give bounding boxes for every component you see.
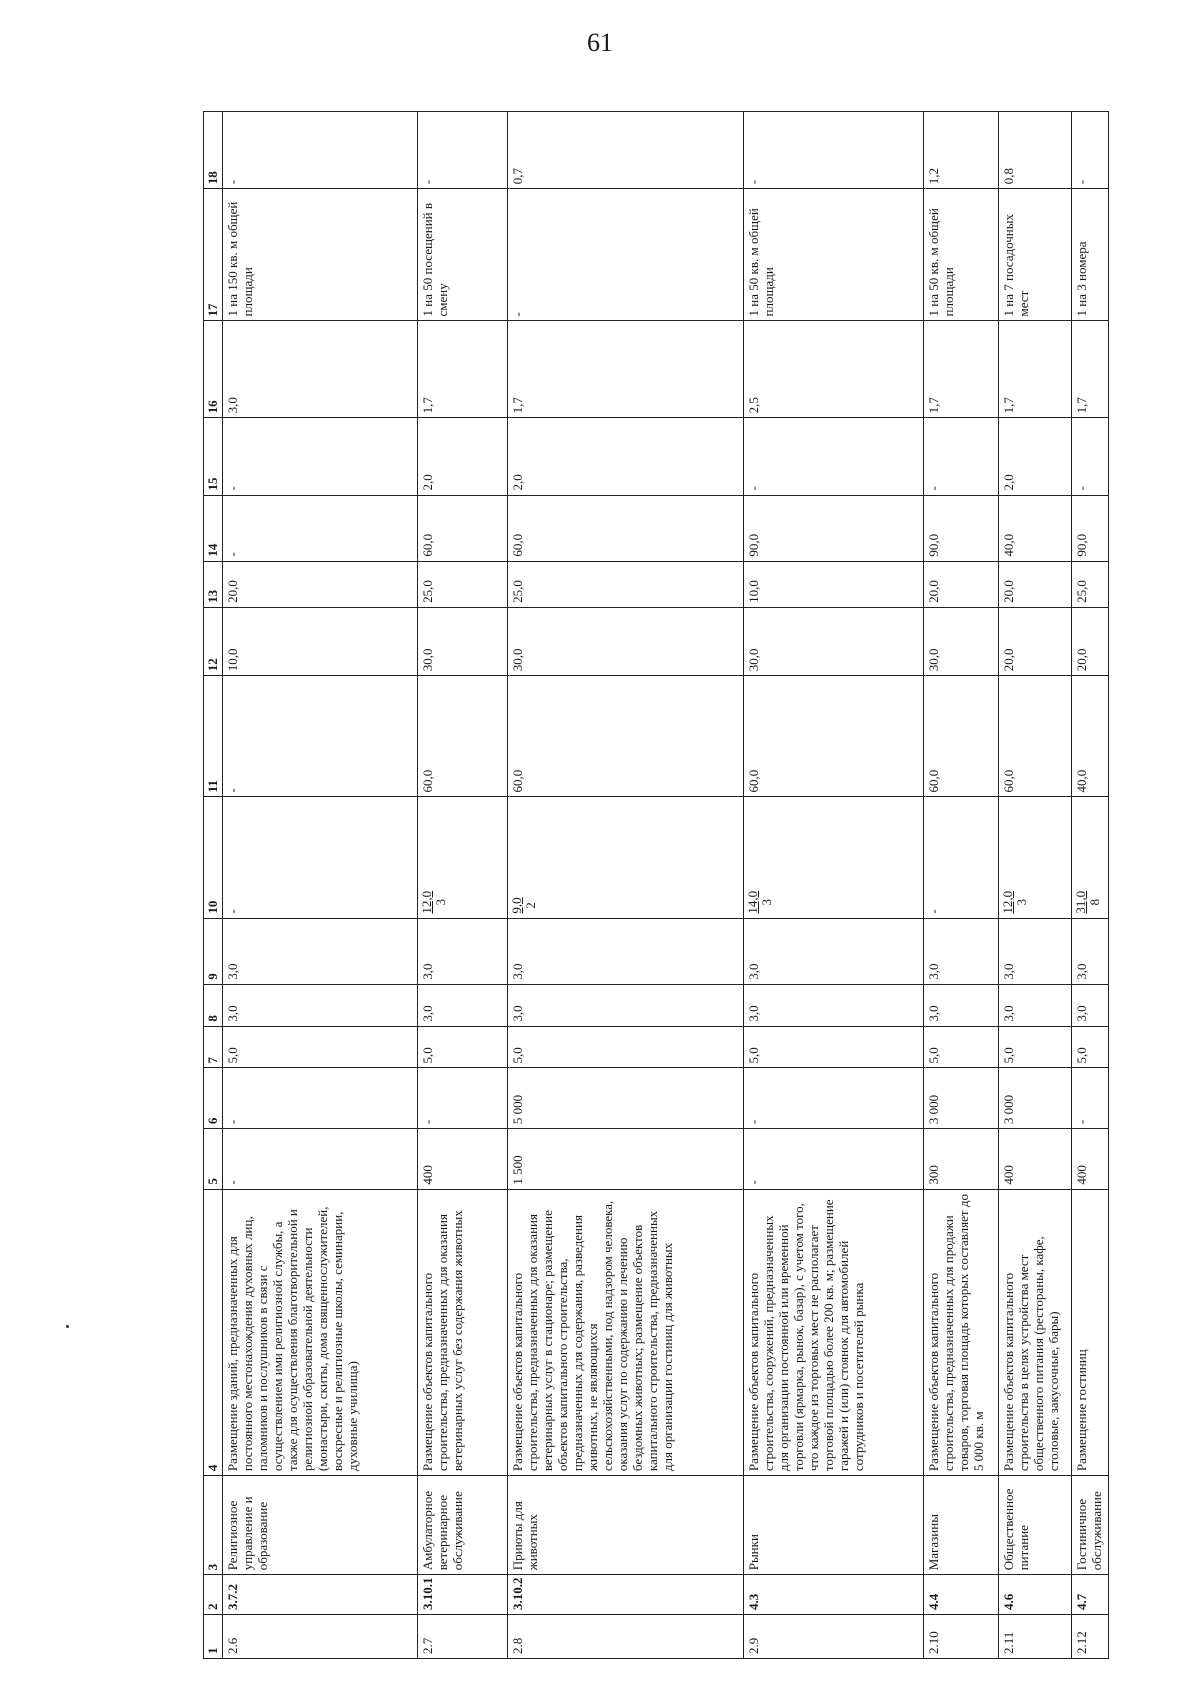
cell-c14: 90,0: [743, 495, 923, 561]
cell-c10: [417, 797, 507, 918]
cell-c16: 1,7: [507, 321, 743, 418]
cell-c7: 5,0: [999, 1026, 1072, 1068]
column-header-4: 4: [204, 1189, 223, 1475]
cell-c18: 0,8: [999, 112, 1072, 189]
cell-c11: 40,0: [1072, 676, 1109, 797]
column-header-9: 9: [204, 918, 223, 984]
table-row: [417, 112, 507, 1659]
column-header-12: 12: [204, 607, 223, 675]
scan-dot: [66, 1325, 69, 1328]
cell-c6: -: [743, 1068, 923, 1129]
cell-c10: [507, 797, 743, 918]
header-row: [204, 112, 223, 1659]
table-row: [1072, 112, 1109, 1659]
cell-n: 2.9: [743, 1614, 923, 1658]
cell-c18: -: [417, 112, 507, 189]
cell-code: 3.7.2: [223, 1575, 418, 1615]
cell-c16: 3,0: [223, 321, 418, 418]
table-row: [743, 112, 923, 1659]
cell-c8: 3,0: [223, 984, 418, 1026]
cell-c14: 60,0: [507, 495, 743, 561]
cell-name: Гостиничное обслуживание: [1072, 1476, 1109, 1575]
cell-code: 4.7: [1072, 1575, 1109, 1615]
cell-c5: -: [223, 1129, 418, 1190]
cell-n: 2.11: [999, 1614, 1072, 1658]
cell-c18: 0,7: [507, 112, 743, 189]
cell-name: Общественное питание: [999, 1476, 1072, 1575]
cell-c18: 1,2: [923, 112, 998, 189]
column-header-2: 2: [204, 1575, 223, 1615]
table-row: [999, 112, 1072, 1659]
cell-c10: [743, 797, 923, 918]
cell-c17: 1 на 50 посещений в смену: [417, 189, 507, 321]
cell-c6: -: [1072, 1068, 1109, 1129]
fraction-numerator: 14,0: [744, 890, 760, 914]
cell-c8: 3,0: [417, 984, 507, 1026]
cell-c11: 60,0: [507, 676, 743, 797]
cell-n: 2.7: [417, 1614, 507, 1658]
cell-c17: 1 на 3 номера: [1072, 189, 1109, 321]
cell-c5: 1 500: [507, 1129, 743, 1190]
table-body: [223, 112, 1109, 1659]
cell-c12: 30,0: [743, 607, 923, 675]
cell-c17: 1 на 150 кв. м общей площади: [223, 189, 418, 321]
cell-c9: 3,0: [999, 918, 1072, 984]
cell-desc: Размещение гостиниц: [1072, 1189, 1109, 1475]
fraction-value: [746, 891, 774, 914]
cell-c12: 30,0: [507, 607, 743, 675]
cell-c13: 25,0: [417, 561, 507, 607]
cell-c13: 25,0: [507, 561, 743, 607]
cell-c12: 30,0: [417, 607, 507, 675]
cell-c7: 5,0: [507, 1026, 743, 1068]
fraction-denominator: 8: [1087, 899, 1103, 906]
table-row: [923, 112, 998, 1659]
cell-c10: [1072, 797, 1109, 918]
cell-c9: 3,0: [507, 918, 743, 984]
page-number: 61: [587, 28, 613, 57]
cell-c9: 3,0: [223, 918, 418, 984]
cell-c8: 3,0: [1072, 984, 1109, 1026]
column-header-16: 16: [204, 321, 223, 418]
column-header-3: 3: [204, 1476, 223, 1575]
cell-c16: 1,7: [417, 321, 507, 418]
cell-c5: -: [743, 1129, 923, 1190]
parameters-table: [203, 111, 1109, 1659]
rotated-table-container: [203, 111, 1109, 1659]
column-header-7: 7: [204, 1026, 223, 1068]
cell-name: Приюты для животных: [507, 1476, 743, 1575]
cell-c6: 3 000: [999, 1068, 1072, 1129]
cell-desc: Размещение объектов капитального строительства, предназначенных для продажи товаров, торговая площадь которых составляет до 5 000 кв. м: [923, 1189, 998, 1475]
cell-c8: 3,0: [923, 984, 998, 1026]
cell-c12: 10,0: [223, 607, 418, 675]
cell-code: 4.6: [999, 1575, 1072, 1615]
cell-desc: Размещение объектов капитального строительства, предназначенных для оказания ветеринарных услуг в стационаре; размещение объектов капитального строительства, предназначенных для содержания, разведения животных, не являющихся сельскохозяйственными, под надзором человека, оказания услуг по содержанию и лечению бездомных животных; размещение объектов капитального строительства, предназначенных для организации гостиниц для животных: [507, 1189, 743, 1475]
cell-c16: 2,5: [743, 321, 923, 418]
column-header-14: 14: [204, 495, 223, 561]
fraction-denominator: 3: [1014, 899, 1030, 906]
cell-c7: 5,0: [923, 1026, 998, 1068]
fraction-numerator: 12,0: [418, 890, 434, 914]
cell-desc: Размещение объектов капитального строительства в целях устройства мест общественного питания (рестораны, кафе, столовые, закусочные, бары): [999, 1189, 1072, 1475]
cell-c17: -: [507, 189, 743, 321]
cell-c9: 3,0: [923, 918, 998, 984]
table-row: [223, 112, 418, 1659]
cell-c14: 60,0: [417, 495, 507, 561]
cell-c14: -: [223, 495, 418, 561]
cell-c6: -: [417, 1068, 507, 1129]
cell-c9: 3,0: [417, 918, 507, 984]
cell-c13: 20,0: [999, 561, 1072, 607]
cell-c18: -: [223, 112, 418, 189]
cell-c16: 1,7: [1072, 321, 1109, 418]
cell-c12: 20,0: [1072, 607, 1109, 675]
cell-c11: -: [223, 676, 418, 797]
column-header-15: 15: [204, 418, 223, 495]
cell-code: 3.10.2: [507, 1575, 743, 1615]
cell-c13: 25,0: [1072, 561, 1109, 607]
cell-c5: 400: [1072, 1129, 1109, 1190]
cell-c17: 1 на 7 посадочных мест: [999, 189, 1072, 321]
column-header-1: 1: [204, 1614, 223, 1658]
cell-c11: 60,0: [923, 676, 998, 797]
column-header-8: 8: [204, 984, 223, 1026]
cell-c6: 3 000: [923, 1068, 998, 1129]
cell-n: 2.12: [1072, 1614, 1109, 1658]
cell-c15: -: [223, 418, 418, 495]
cell-name: Рынки: [743, 1476, 923, 1575]
cell-c12: 30,0: [923, 607, 998, 675]
cell-c15: 2,0: [507, 418, 743, 495]
cell-c9: 3,0: [1072, 918, 1109, 984]
cell-n: 2.6: [223, 1614, 418, 1658]
cell-c15: -: [923, 418, 998, 495]
cell-c7: 5,0: [417, 1026, 507, 1068]
fraction-denominator: 3: [758, 899, 774, 906]
column-header-5: 5: [204, 1129, 223, 1190]
cell-c6: -: [223, 1068, 418, 1129]
cell-c5: 400: [999, 1129, 1072, 1190]
cell-name: Амбулаторное ветеринарное обслуживание: [417, 1476, 507, 1575]
cell-c9: 3,0: [743, 918, 923, 984]
cell-n: 2.10: [923, 1614, 998, 1658]
cell-name: Магазины: [923, 1476, 998, 1575]
cell-c15: 2,0: [999, 418, 1072, 495]
cell-c10: [999, 797, 1072, 918]
cell-code: 3.10.1: [417, 1575, 507, 1615]
fraction-denominator: 2: [522, 902, 538, 909]
cell-n: 2.8: [507, 1614, 743, 1658]
fraction-value: [420, 891, 448, 914]
fraction-value: [1074, 891, 1102, 914]
cell-c14: 90,0: [923, 495, 998, 561]
fraction-numerator: 9,0: [508, 897, 524, 914]
cell-c8: 3,0: [507, 984, 743, 1026]
cell-c11: 60,0: [999, 676, 1072, 797]
cell-c11: 60,0: [743, 676, 923, 797]
cell-c5: 400: [417, 1129, 507, 1190]
column-header-6: 6: [204, 1068, 223, 1129]
column-header-13: 13: [204, 561, 223, 607]
cell-c8: 3,0: [999, 984, 1072, 1026]
cell-c16: 1,7: [923, 321, 998, 418]
cell-c16: 1,7: [999, 321, 1072, 418]
cell-c7: 5,0: [223, 1026, 418, 1068]
fraction-value: [1001, 891, 1029, 914]
cell-c15: -: [743, 418, 923, 495]
cell-c7: 5,0: [743, 1026, 923, 1068]
fraction-numerator: 31,0: [1073, 890, 1089, 914]
column-header-11: 11: [204, 676, 223, 797]
column-header-17: 17: [204, 189, 223, 321]
cell-c10: -: [923, 797, 998, 918]
cell-name: Религиозное управление и образование: [223, 1476, 418, 1575]
cell-code: 4.4: [923, 1575, 998, 1615]
cell-desc: Размещение объектов капитального строительства, предназначенных для оказания ветеринарных услуг без содержания животных: [417, 1189, 507, 1475]
column-header-18: 18: [204, 112, 223, 189]
cell-c17: 1 на 50 кв. м общей площади: [743, 189, 923, 321]
table-row: [507, 112, 743, 1659]
cell-c5: 300: [923, 1129, 998, 1190]
column-header-10: 10: [204, 797, 223, 918]
cell-c13: 20,0: [923, 561, 998, 607]
cell-c10: -: [223, 797, 418, 918]
cell-desc: Размещение зданий, предназначенных для постоянного местонахождения духовных лиц, паломников и послушников в связи с осуществлением ими религиозной службы, а также для осуществления благотворительной и религиозной образовательной деятельности (монастыри, скиты, дома священнослужителей, воскресные и религиозные школы, семинарии, духовные училища): [223, 1189, 418, 1475]
fraction-value: [510, 897, 538, 913]
cell-desc: Размещение объектов капитального строительства, сооружений, предназначенных для организации постоянной или временной торговли (ярмарка, рынок, базар), с учетом того, что каждое из торговых мест не располагает торговой площадью более 200 кв. м; размещение гаражей и (или) стоянок для автомобилей сотрудников и посетителей рынка: [743, 1189, 923, 1475]
cell-c14: 90,0: [1072, 495, 1109, 561]
cell-c15: -: [1072, 418, 1109, 495]
cell-c13: 10,0: [743, 561, 923, 607]
cell-c8: 3,0: [743, 984, 923, 1026]
fraction-denominator: 3: [432, 899, 448, 906]
fraction-numerator: 12,0: [1000, 890, 1016, 914]
cell-c13: 20,0: [223, 561, 418, 607]
cell-c18: -: [743, 112, 923, 189]
cell-c17: 1 на 50 кв. м общей площади: [923, 189, 998, 321]
cell-c6: 5 000: [507, 1068, 743, 1129]
cell-c12: 20,0: [999, 607, 1072, 675]
cell-c18: -: [1072, 112, 1109, 189]
cell-c7: 5,0: [1072, 1026, 1109, 1068]
cell-code: 4.3: [743, 1575, 923, 1615]
cell-c14: 40,0: [999, 495, 1072, 561]
cell-c15: 2,0: [417, 418, 507, 495]
cell-c11: 60,0: [417, 676, 507, 797]
